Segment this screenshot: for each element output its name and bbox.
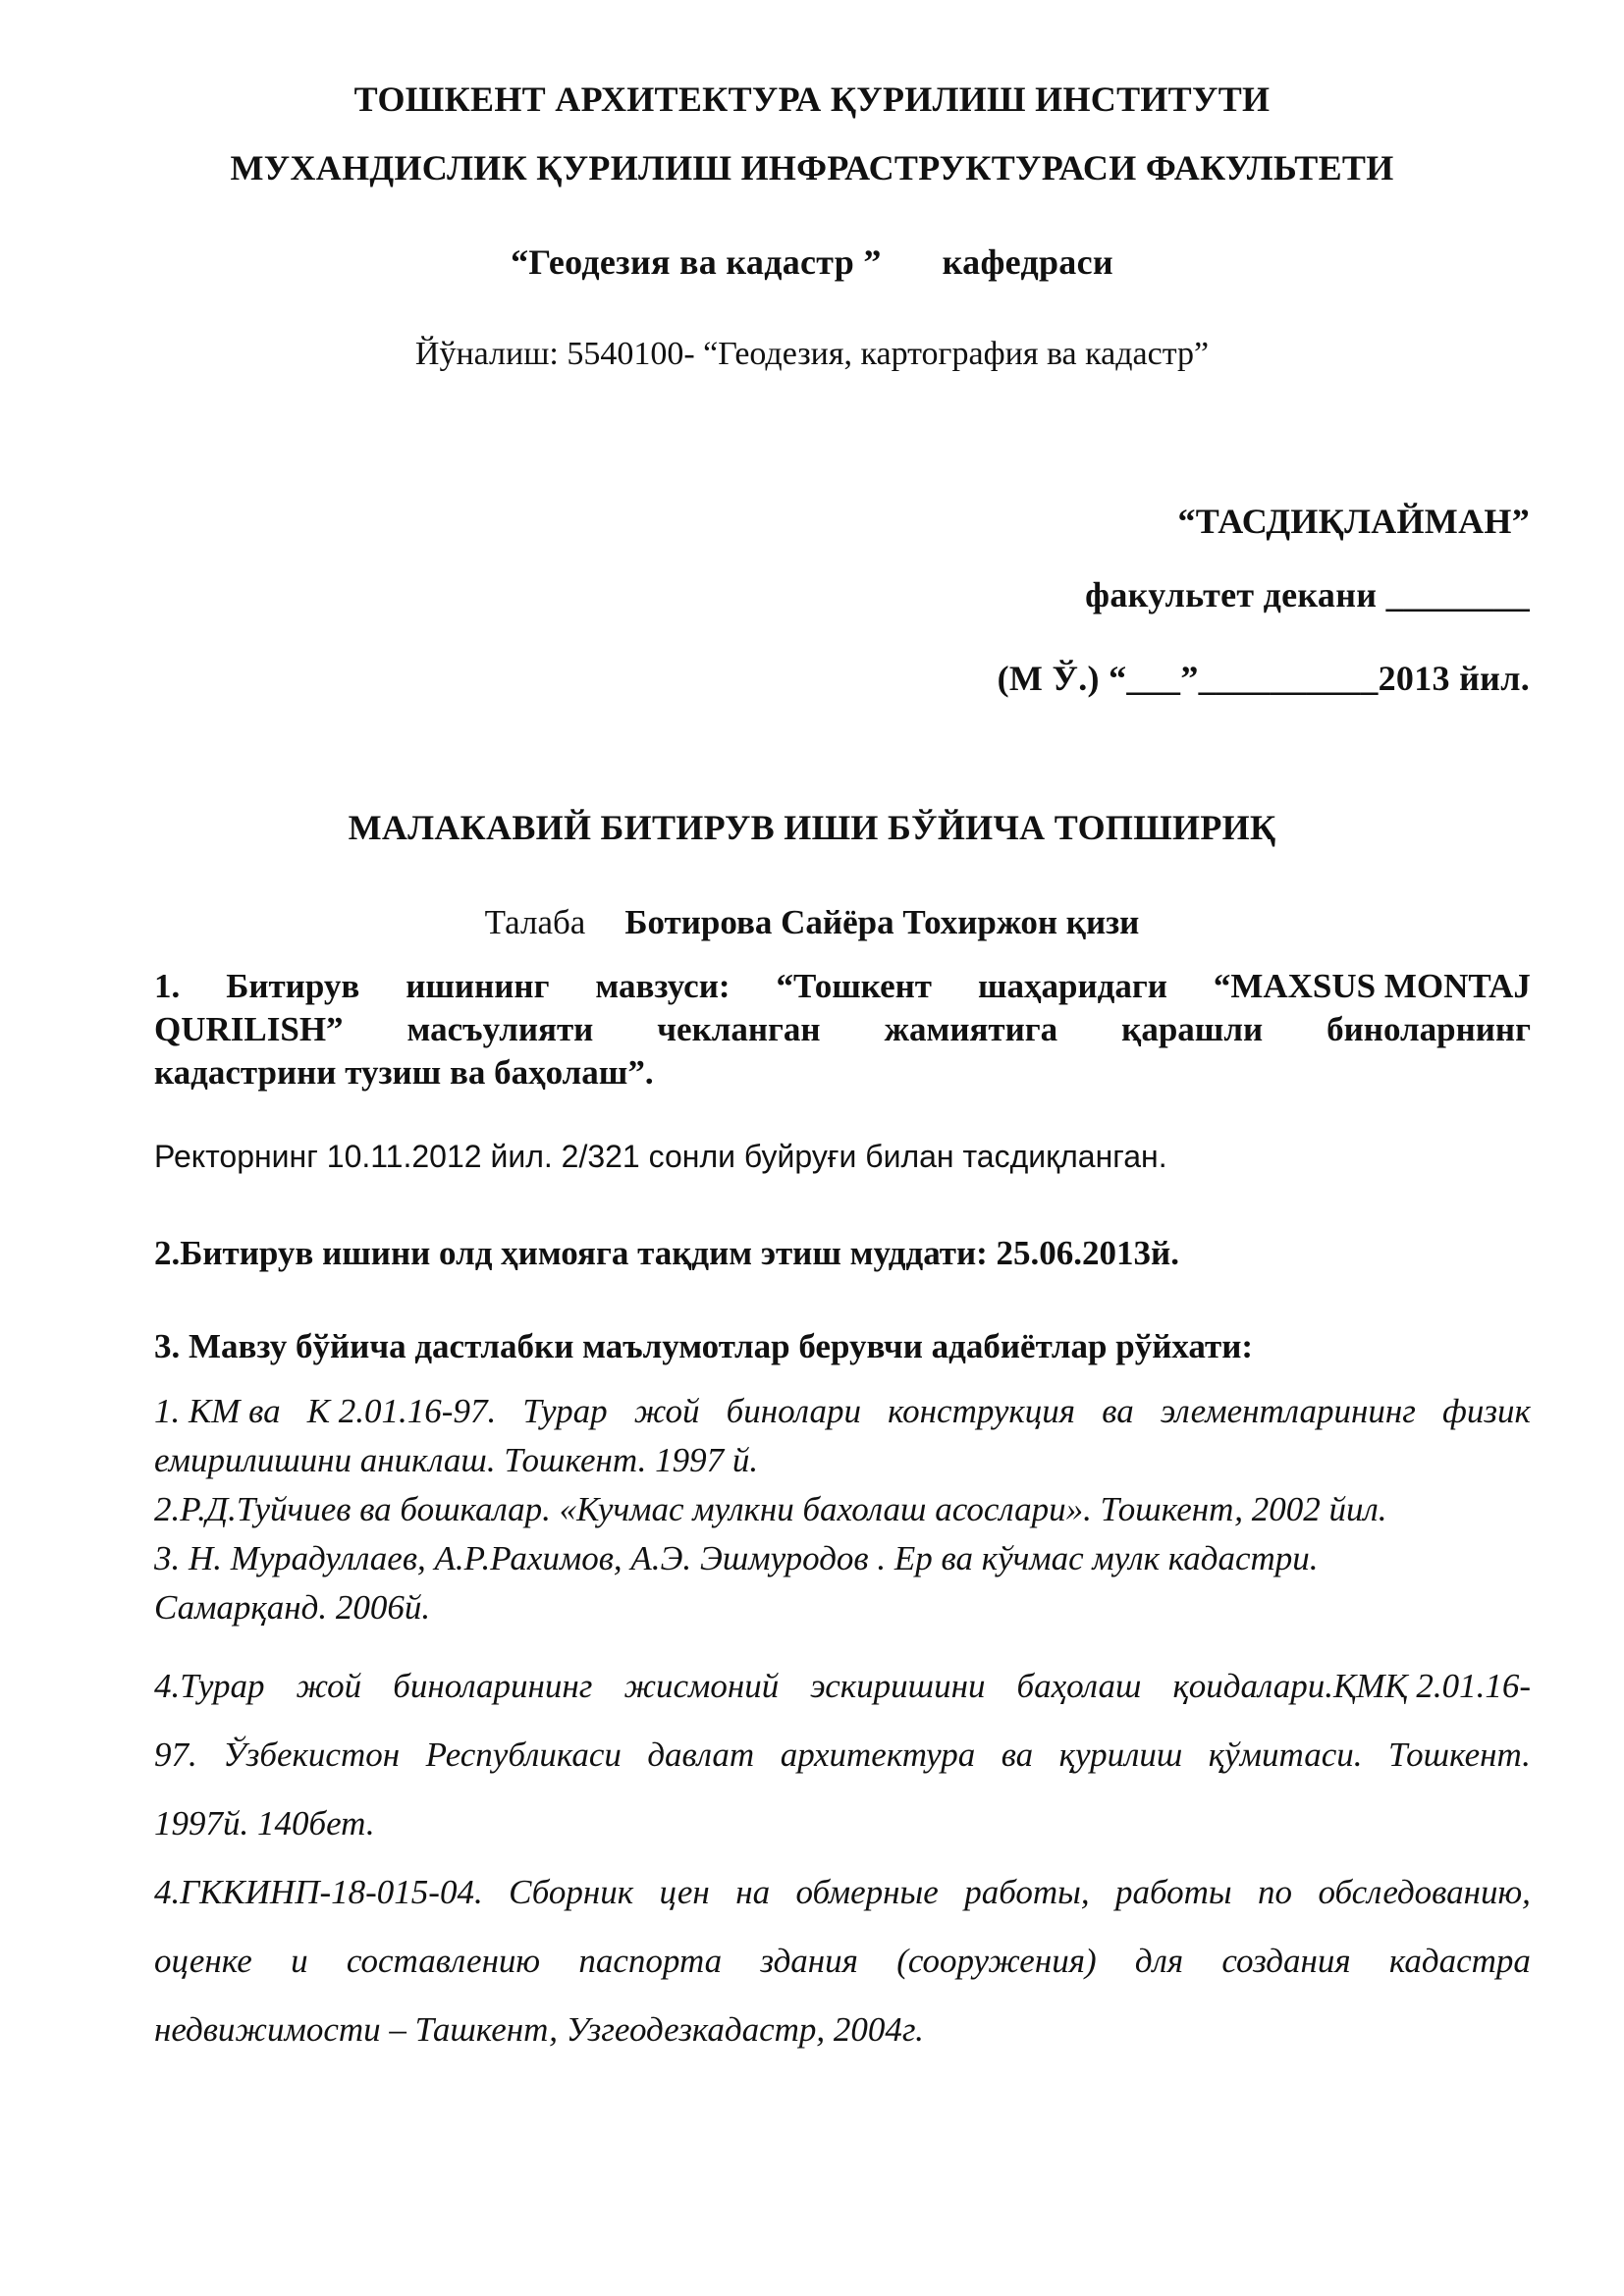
topic-word: биноларнинг	[1326, 1010, 1531, 1048]
reference-word: бинолари	[726, 1392, 861, 1430]
reference-word: Сборник	[509, 1873, 634, 1911]
student-label: Талаба	[484, 903, 586, 941]
reference-3: 3. Н. Мурадуллаев, А.Р.Рахимов, А.Э. Эшмуродов . Ер ва кўчмас мулк кадастри.	[154, 1539, 1319, 1577]
reference-word: оценке	[154, 1942, 252, 1980]
reference-word: қурилиш	[1058, 1735, 1183, 1774]
topic-word: масъулияти	[406, 1010, 594, 1048]
reference-word: 4.Турар	[154, 1667, 265, 1705]
reference-4	[154, 1667, 1531, 1706]
reference-word: физик	[1442, 1392, 1531, 1430]
reference-word: баҳолаш	[1016, 1667, 1142, 1705]
reference-word: конструкция	[888, 1392, 1076, 1430]
reference-word: составлению	[346, 1942, 541, 1980]
reference-word: создания	[1221, 1942, 1351, 1980]
reference-word: паспорта	[578, 1942, 723, 1980]
reference-word: 1. КМ ва	[154, 1392, 281, 1430]
faculty-title: МУХАНДИСЛИК ҚУРИЛИШ ИНФРАСТРУКТУРАСИ ФАКУЛЬТЕТИ	[230, 148, 1394, 187]
reference-word: биноларининг	[393, 1667, 593, 1705]
topic-line3: кадастрини тузиш ва баҳолаш”.	[154, 1053, 654, 1092]
reference-word: ва	[1102, 1392, 1134, 1430]
reference-1	[154, 1392, 1531, 1431]
topic-word: жамиятига	[884, 1010, 1058, 1048]
topic-word: “Тошкент	[776, 967, 932, 1005]
reference-word: цен	[659, 1873, 710, 1911]
topic-word: 1.	[154, 967, 181, 1005]
reference-word: давлат	[647, 1735, 755, 1774]
approval-date-line: (М Ў.) “___”__________2013 йил.	[997, 659, 1530, 698]
student-name: Ботирова Сайёра Тохиржон қизи	[624, 903, 1140, 941]
reference-word: қоидалари.ҚМҚ 2.01.16-	[1172, 1667, 1531, 1705]
reference-1-line2: емирилишини аниклаш. Тошкент. 1997 й.	[154, 1441, 759, 1479]
reference-word: кадастра	[1388, 1942, 1531, 1980]
reference-word: К 2.01.16-97.	[306, 1392, 497, 1430]
reference-word: Тошкент.	[1387, 1735, 1531, 1774]
reference-4-line2	[154, 1735, 1531, 1775]
direction-line: Йўналиш: 5540100- “Геодезия, картография ва кадастр”	[414, 336, 1210, 372]
reference-3-line2: Самарқанд. 2006й.	[154, 1588, 431, 1627]
reference-word: архитектура	[780, 1735, 976, 1774]
reference-word: жисмоний	[623, 1667, 780, 1705]
reference-word: элементларининг	[1160, 1392, 1416, 1430]
reference-word: обследованию,	[1318, 1873, 1531, 1911]
reference-4-line3: 1997й. 140бет.	[154, 1804, 375, 1842]
topic-word: чекланган	[657, 1010, 821, 1048]
topic-paragraph	[154, 967, 1531, 1093]
reference-5-line2	[154, 1942, 1531, 1981]
assignment-title: МАЛАКАВИЙ БИТИРУВ ИШИ БЎЙИЧА ТОПШИРИҚ	[348, 808, 1276, 847]
reference-word: по	[1258, 1873, 1293, 1911]
topic-word: Битирув	[226, 967, 360, 1005]
reference-word: эскиришини	[810, 1667, 986, 1705]
topic-word: “MAXSUS MONTAJ	[1213, 967, 1531, 1005]
topic-word: шаҳаридаги	[977, 967, 1167, 1005]
department-title	[0, 241, 1624, 283]
institute-title: ТОШКЕНТ АРХИТЕКТУРА ҚУРИЛИШ ИНСТИТУТИ	[353, 80, 1271, 119]
reference-word: на	[735, 1873, 771, 1911]
topic-word: мавзуси:	[595, 967, 731, 1005]
reference-word: Республикаси	[425, 1735, 622, 1774]
topic-word: қарашли	[1121, 1010, 1264, 1048]
department-name: “Геодезия ва кадастр ”	[511, 242, 882, 282]
reference-word: қўмитаси.	[1208, 1735, 1363, 1774]
dean-line: факультет декани ________	[1085, 575, 1530, 614]
department-word: кафедраси	[942, 242, 1113, 282]
reference-word: для	[1134, 1942, 1184, 1980]
reference-word: обмерные	[795, 1873, 939, 1911]
defense-deadline: 2.Битирув ишини олд ҳимояга тақдим этиш муддати: 25.06.2013й.	[154, 1234, 1179, 1272]
reference-word: работы,	[964, 1873, 1090, 1911]
reference-word: 4.ГККИНП-18-015-04.	[154, 1873, 483, 1911]
reference-word: (сооружения)	[896, 1942, 1097, 1980]
literature-heading: 3. Мавзу бўйича дастлабки маълумотлар берувчи адабиётлар рўйхати:	[154, 1327, 1254, 1365]
reference-word: Турар	[522, 1392, 608, 1430]
reference-5-line3: недвижимости – Ташкент, Узгеодезкадастр, 2004г.	[154, 2010, 924, 2049]
reference-word: здания	[760, 1942, 858, 1980]
topic-word: QURILISH”	[154, 1010, 344, 1048]
student-line	[0, 903, 1624, 942]
reference-word: и	[291, 1942, 308, 1980]
reference-2: 2.Р.Д.Туйчиев ва бошкалар. «Кучмас мулкни бахолаш асослари». Тошкент, 2002 йил.	[154, 1490, 1387, 1528]
reference-word: работы	[1115, 1873, 1232, 1911]
rector-order: Ректорнинг 10.11.2012 йил. 2/321 сонли буйруғи билан тасдиқланган.	[154, 1139, 1167, 1174]
topic-word: ишининг	[406, 967, 550, 1005]
reference-word: 97.	[154, 1735, 197, 1774]
reference-word: жой	[633, 1392, 700, 1430]
reference-word: Ўзбекистон	[223, 1735, 401, 1774]
reference-word: жой	[296, 1667, 362, 1705]
reference-5	[154, 1873, 1531, 1912]
approval-heading: “ТАСДИҚЛАЙМАН”	[1177, 502, 1530, 541]
reference-word: ва	[1001, 1735, 1034, 1774]
